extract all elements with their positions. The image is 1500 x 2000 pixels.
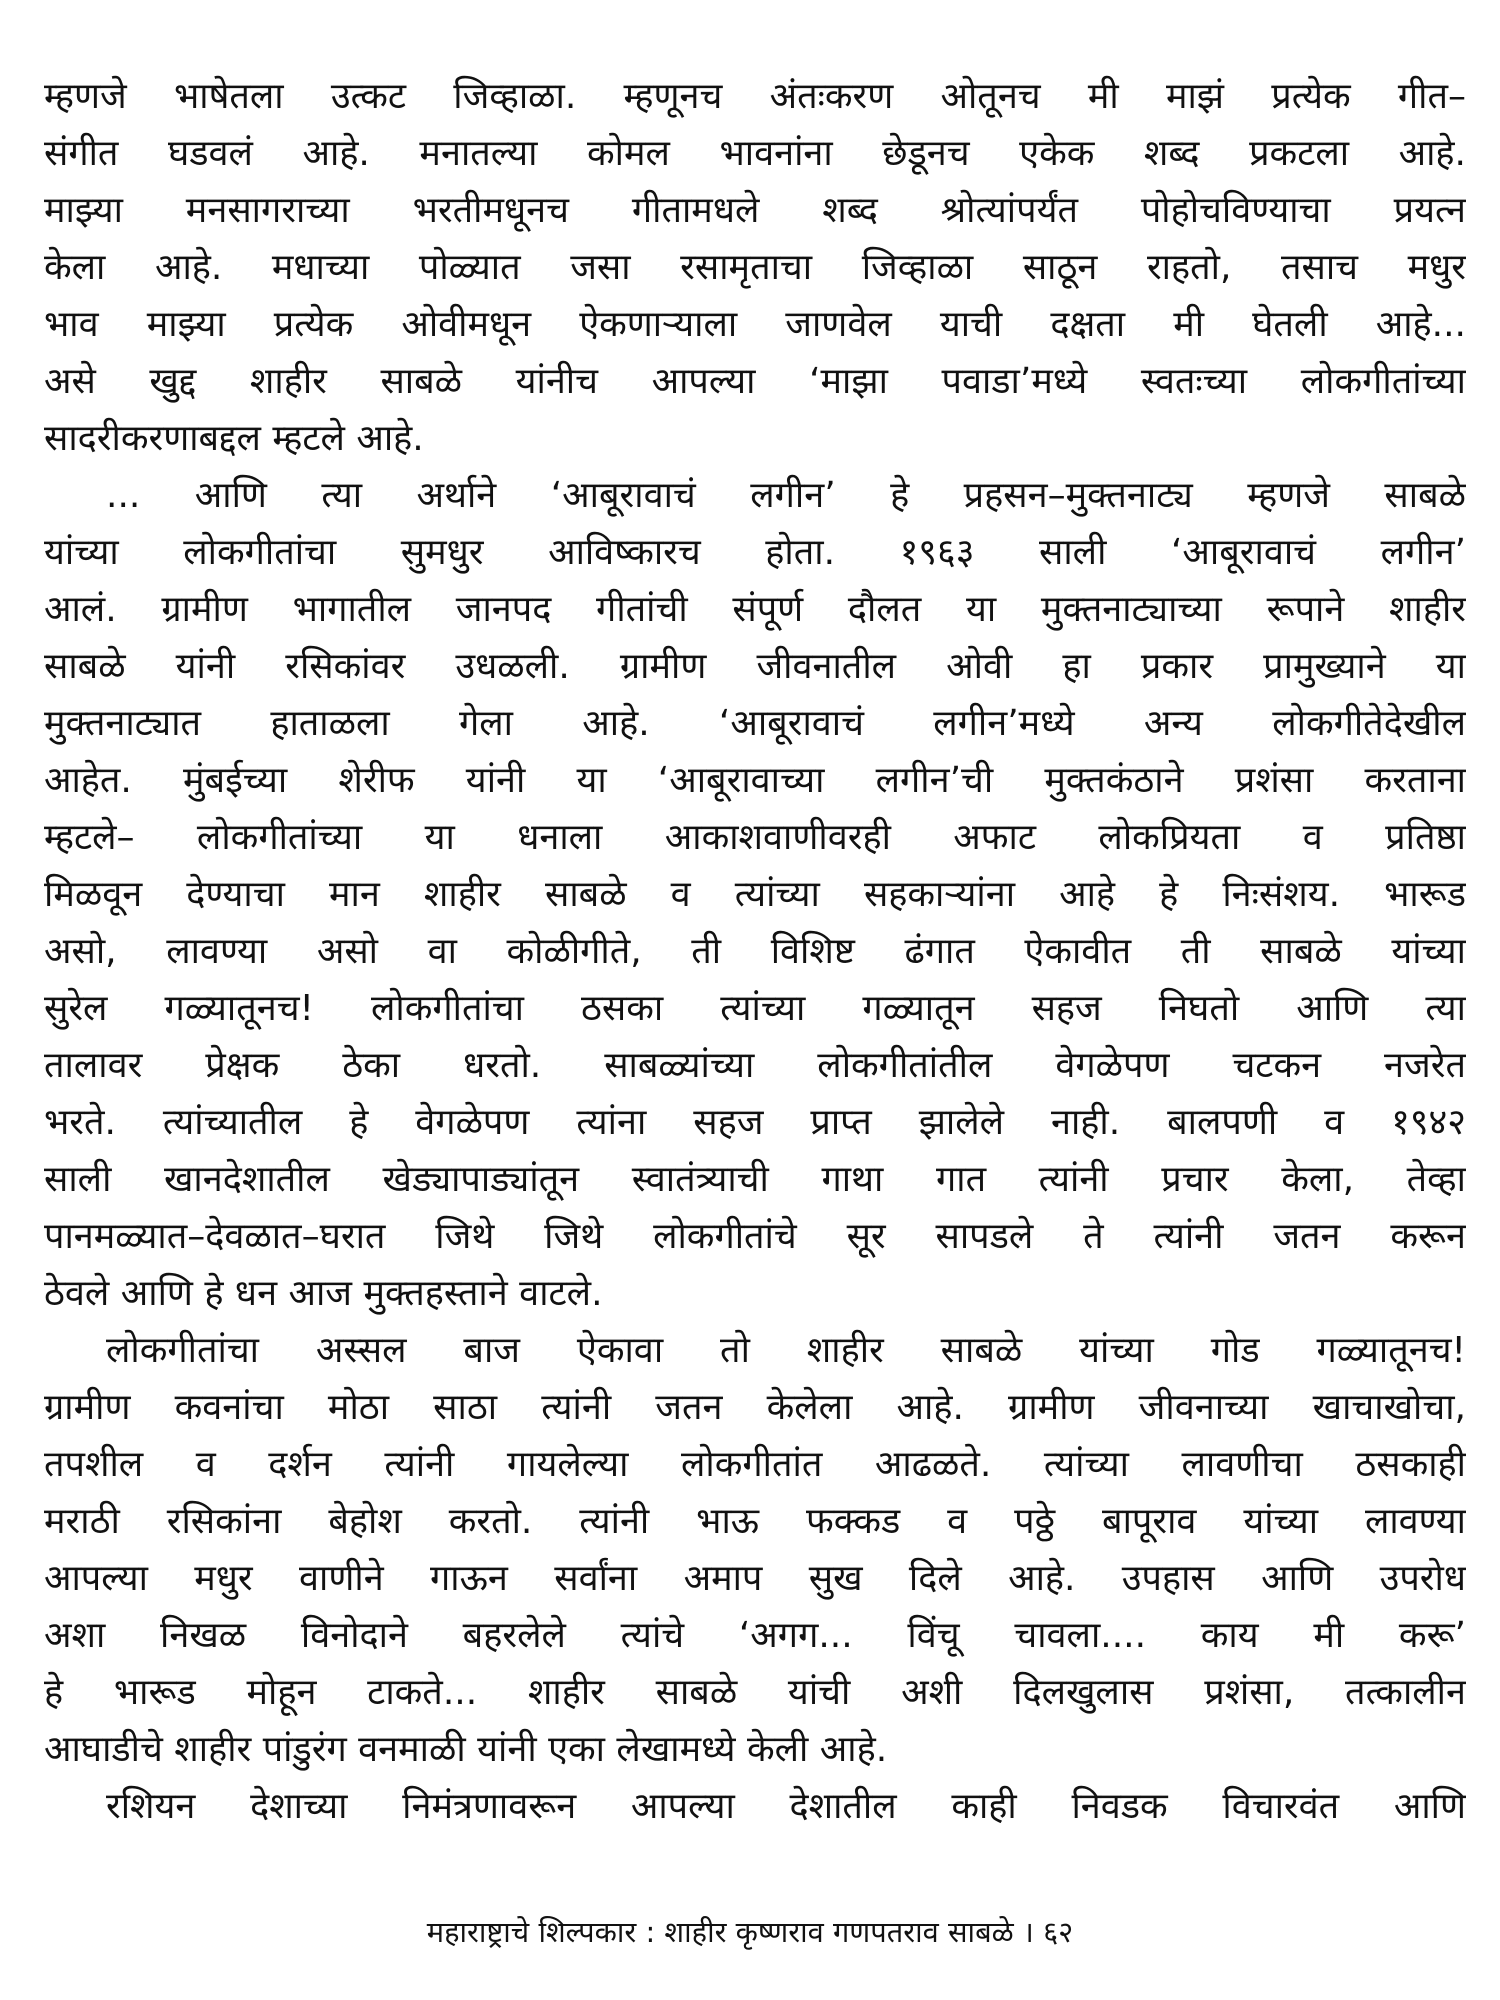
text-line: तालावर प्रेक्षक ठेका धरतो. साबळ्यांच्या लोकगीतांतील वेगळेपण चटकन नजरेत — [44, 1045, 1466, 1086]
text-line: यांच्या लोकगीतांचा सुमधुर आविष्कारच होता. १९६३ साली ‘आबूरावाचं लगीन’ — [44, 532, 1466, 573]
text-line: लोकगीतांचा अस्सल बाज ऐकावा तो शाहीर साबळे यांच्या गोड गळ्यातूनच! — [106, 1330, 1466, 1371]
paragraph — [44, 1322, 1466, 1778]
text-line: पानमळ्यात–देवळात–घरात जिथे जिथे लोकगीतांचे सूर सापडले ते त्यांनी जतन करून — [44, 1216, 1466, 1257]
text-line: आपल्या मधुर वाणीने गाऊन सर्वांना अमाप सुख दिले आहे. उपहास आणि उपरोध — [44, 1558, 1466, 1599]
text-line: असो, लावण्या असो वा कोळीगीते, ती विशिष्ट ढंगात ऐकावीत ती साबळे यांच्या — [44, 931, 1466, 972]
text-line: मराठी रसिकांना बेहोश करतो. त्यांनी भाऊ फक्कड व पठ्ठे बापूराव यांच्या लावण्या — [44, 1501, 1466, 1542]
text-line: मिळवून देण्याचा मान शाहीर साबळे व त्यांच्या सहकाऱ्यांना आहे हे निःसंशय. भारूड — [44, 874, 1466, 915]
paragraph — [44, 68, 1466, 467]
text-line: ... आणि त्या अर्थाने ‘आबूरावाचं लगीन’ हे प्रहसन–मुक्तनाट्य म्हणजे साबळे — [106, 475, 1466, 516]
text-line: साबळे यांनी रसिकांवर उधळली. ग्रामीण जीवनातील ओवी हा प्रकार प्रामुख्याने या — [44, 646, 1466, 687]
text-line: संगीत घडवलं आहे. मनातल्या कोमल भावनांना छेडूनच एकेक शब्द प्रकटला आहे. — [44, 133, 1466, 174]
text-line: आलं. ग्रामीण भागातील जानपद गीतांची संपूर्ण दौलत या मुक्तनाट्याच्या रूपाने शाहीर — [44, 589, 1466, 630]
text-line: हे भारूड मोहून टाकते... शाहीर साबळे यांची अशी दिलखुलास प्रशंसा, तत्कालीन — [44, 1672, 1466, 1713]
text-line: असे खुद्द शाहीर साबळे यांनीच आपल्या ‘माझा पवाडा’मध्ये स्वतःच्या लोकगीतांच्या — [44, 361, 1466, 402]
text-line: केला आहे. मधाच्या पोळ्यात जसा रसामृताचा जिव्हाळा साठून राहतो, तसाच मधुर — [44, 247, 1466, 288]
text-line: भाव माझ्या प्रत्येक ओवीमधून ऐकणाऱ्याला जाणवेल याची दक्षता मी घेतली आहे... — [44, 304, 1466, 345]
text-line: साली खानदेशातील खेड्यापाड्यांतून स्वातंत्र्याची गाथा गात त्यांनी प्रचार केला, तेव्हा — [44, 1159, 1466, 1200]
text-line: सादरीकरणाबद्दल म्हटले आहे. — [44, 418, 424, 459]
text-line: आहेत. मुंबईच्या शेरीफ यांनी या ‘आबूरावाच्या लगीन’ची मुक्तकंठाने प्रशंसा करताना — [44, 760, 1466, 801]
text-line: म्हटले– लोकगीतांच्या या धनाला आकाशवाणीवरही अफाट लोकप्रियता व प्रतिष्ठा — [44, 817, 1466, 858]
text-line: मुक्तनाट्यात हाताळला गेला आहे. ‘आबूरावाचं लगीन’मध्ये अन्य लोकगीतेदेखील — [44, 703, 1466, 744]
paragraph — [44, 467, 1466, 1322]
text-line: आघाडीचे शाहीर पांडुरंग वनमाळी यांनी एका लेखामध्ये केली आहे. — [44, 1729, 888, 1770]
text-line: अशा निखळ विनोदाने बहरलेले त्यांचे ‘अगग... विंचू चावला.... काय मी करू’ — [44, 1615, 1466, 1656]
page-body — [44, 68, 1466, 1835]
text-line: म्हणजे भाषेतला उत्कट जिव्हाळा. म्हणूनच अंतःकरण ओतूनच मी माझं प्रत्येक गीत– — [44, 76, 1466, 117]
text-line: ठेवले आणि हे धन आज मुक्तहस्ताने वाटले. — [44, 1273, 603, 1314]
text-line: रशियन देशाच्या निमंत्रणावरून आपल्या देशातील काही निवडक विचारवंत आणि — [106, 1786, 1466, 1827]
paragraph — [44, 1778, 1466, 1835]
text-line: सुरेल गळ्यातूनच! लोकगीतांचा ठसका त्यांच्या गळ्यातून सहज निघतो आणि त्या — [44, 988, 1466, 1029]
text-line: माझ्या मनसागराच्या भरतीमधूनच गीतामधले शब्द श्रोत्यांपर्यंत पोहोचविण्याचा प्रयत्न — [44, 190, 1466, 231]
text-line: भरते. त्यांच्यातील हे वेगळेपण त्यांना सहज प्राप्त झालेले नाही. बालपणी व १९४२ — [44, 1102, 1466, 1143]
text-line: ग्रामीण कवनांचा मोठा साठा त्यांनी जतन केलेला आहे. ग्रामीण जीवनाच्या खाचाखोचा, — [44, 1387, 1466, 1428]
page-footer: महाराष्ट्राचे शिल्पकार : शाहीर कृष्णराव गणपतराव साबळे । ६२ — [426, 1915, 1074, 1949]
text-line: तपशील व दर्शन त्यांनी गायलेल्या लोकगीतांत आढळते. त्यांच्या लावणीचा ठसकाही — [44, 1444, 1466, 1485]
